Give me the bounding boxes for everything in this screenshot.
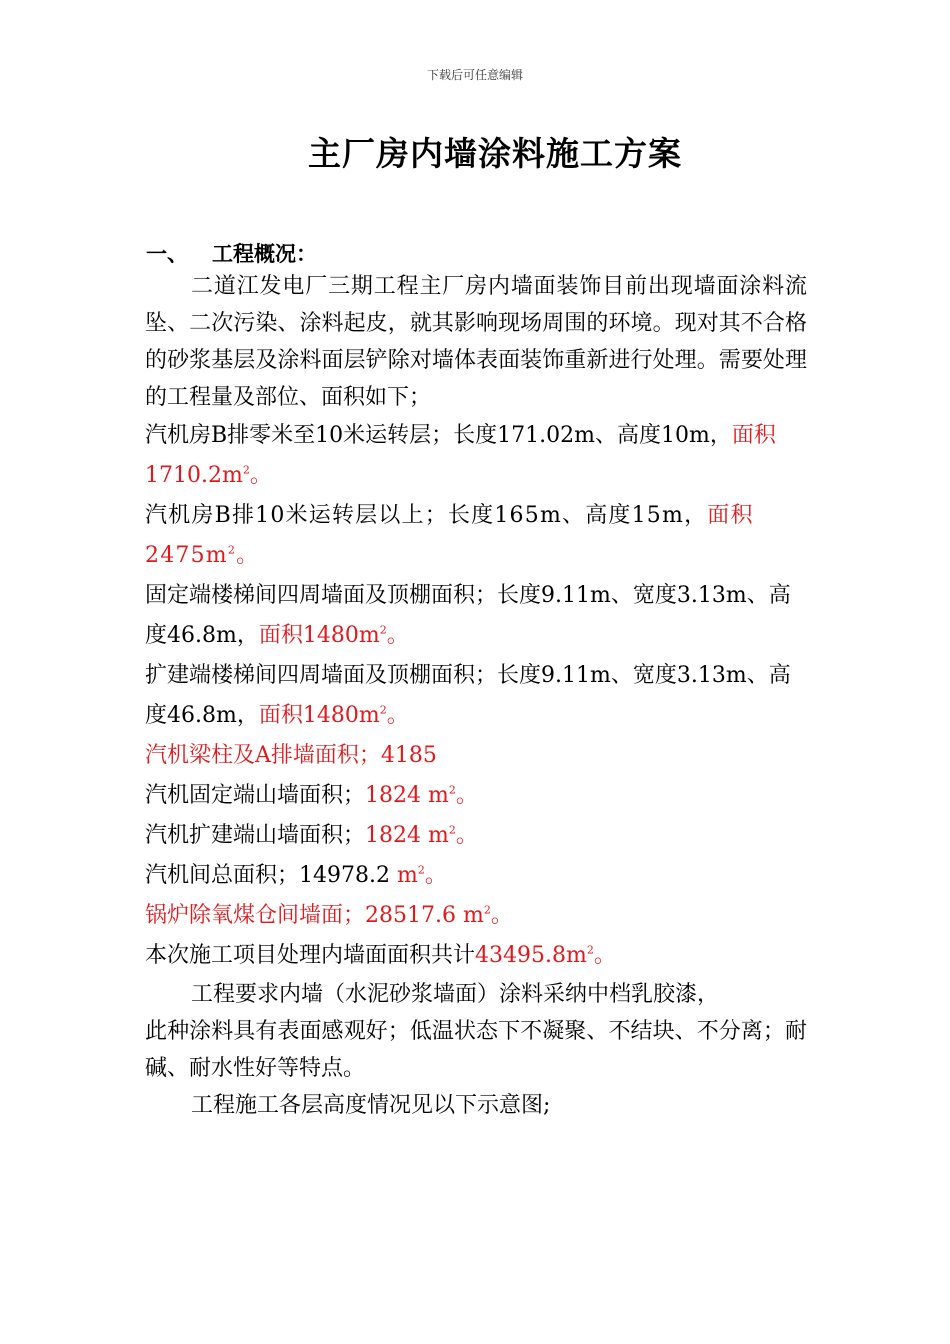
area-value: 锅炉除氧煤仓间墙面；28517.6 $m^2$。	[145, 903, 513, 928]
list-item: 汽机扩建端山墙面积；1824 $m^2$。	[145, 823, 478, 848]
area-value: 面积$1480m^2$。	[258, 703, 409, 728]
list-item: 固定端楼梯间四周墙面及顶棚面积；长度9.11m、宽度3.13m、高度46.8m，面积$1480m^2$。	[145, 583, 791, 648]
area-value: 面积$1480m^2$。	[258, 623, 409, 648]
list-item: 汽机固定端山墙面积；1824 $m^2$。	[145, 783, 478, 808]
requirement-line-2: 此种涂料具有表面感观好；低温状态下不凝聚、不结块、不分离；耐碱、耐水性好等特点。	[145, 1019, 807, 1081]
list-item	[145, 736, 807, 776]
area-value: $m^2$。	[396, 863, 447, 888]
area-value: 面积$2475m^2$。	[145, 503, 754, 568]
area-value: $43495.8m^2$。	[475, 943, 616, 968]
list-item: 汽机间总面积；14978.2 $m^2$。	[145, 863, 447, 888]
area-value: 面积$1710.2m^2$。	[145, 423, 776, 488]
section-number: 一、	[146, 241, 188, 266]
list-item	[145, 896, 807, 936]
list-item: 本次施工项目处理内墙面面积共计$43495.8m^2$。	[145, 943, 616, 968]
requirement-line-1: 工程要求内墙（水泥砂浆墙面）涂料采纳中档乳胶漆，	[191, 982, 720, 1007]
list-item: 汽机房B排10米运转层以上；长度165m、高度15m，面积$2475m^2$。	[145, 503, 754, 568]
section-heading-text: 工程概况：	[212, 241, 317, 266]
page-title: 主厂房内墙涂料施工方案	[308, 134, 682, 173]
header-note: 下载后可任意编辑	[426, 68, 523, 82]
list-item: 扩建端楼梯间四周墙面及顶棚面积；长度9.11m、宽度3.13m、高度46.8m，面积$1480m^2$。	[145, 663, 791, 728]
intro-paragraph: 二道江发电厂三期工程主厂房内墙面装饰目前出现墙面涂料流坠、二次污染、涂料起皮，就其影响现场周围的环境。现对其不合格的砂浆基层及涂料面层铲除对墙体表面装饰重新进行处理。需要处理的工程量及部位、面积如下；	[145, 274, 807, 410]
area-value: 汽机梁柱及A排墙面积；4185	[145, 743, 437, 768]
section-heading	[146, 238, 317, 268]
document-body	[145, 268, 807, 1124]
area-value: 1824 $m^2$。	[365, 823, 478, 848]
area-value: 1824 $m^2$。	[365, 783, 478, 808]
list-item: 汽机房B排零米至10米运转层；长度171.02m、高度10m，面积$1710.2m^2$。	[145, 423, 776, 488]
diagram-note: 工程施工各层高度情况见以下示意图;	[191, 1093, 551, 1118]
